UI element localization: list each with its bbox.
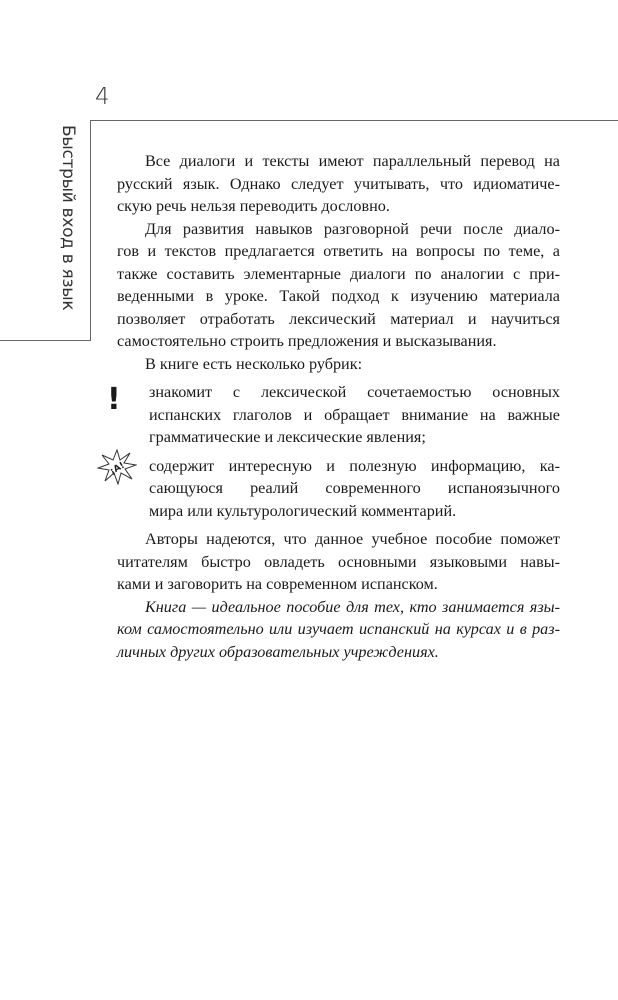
body-text xyxy=(107,150,560,663)
text-line: мира или культурологический комментарий. xyxy=(149,501,457,520)
paragraph xyxy=(117,150,560,218)
paragraphs-bottom xyxy=(117,528,560,596)
text-line: русский язык. Однако следует учитывать, что идиоматиче- xyxy=(117,174,560,193)
text-line: сающуюся реалий современного испаноязычного xyxy=(149,479,560,497)
text-line: скую речь нельзя переводить дословно. xyxy=(117,197,390,215)
frame-line-top xyxy=(90,120,618,121)
text-line: читателям быстро овладеть основными языковыми навы- xyxy=(117,552,560,571)
running-head: Быстрый вход в язык xyxy=(58,125,78,311)
text-line: веденными в уроке. Такой подход к изучению материала xyxy=(117,287,560,305)
paragraph xyxy=(149,381,560,449)
italic-paragraph xyxy=(117,596,560,664)
text-line: также составить элементарные диалоги по аналогии с при- xyxy=(117,264,560,283)
frame-line-bottom xyxy=(0,340,91,341)
paragraph xyxy=(117,528,560,596)
frame-line-left xyxy=(90,120,91,340)
text-line: личных других образовательных учреждениях. xyxy=(117,642,439,661)
exclamation-icon: ! xyxy=(107,382,121,417)
paragraph xyxy=(117,353,560,376)
text-line: знакомит с лексической сочетаемостью основных xyxy=(149,383,560,401)
text-line: позволяет отработать лексический материал и научиться xyxy=(117,309,560,328)
text-line: ком самостоятельно или изучает испанский на курсах и в раз- xyxy=(117,620,560,638)
svg-text:¡A!: ¡A! xyxy=(108,460,127,477)
starburst-icon xyxy=(97,449,137,492)
text-line: Книга — идеальное пособие для тех, кто занимается язы- xyxy=(145,597,560,616)
paragraph xyxy=(149,455,560,523)
text-line: самостоятельно строить предложения и высказывания. xyxy=(117,332,497,350)
text-line: грамматические и лексические явления; xyxy=(149,428,426,446)
text-line: ками и заговорить на современном испанском. xyxy=(117,575,438,593)
text-line: Авторы надеются, что данное учебное пособие поможет xyxy=(145,530,560,548)
text-line: содержит интересную и полезную информацию, ка- xyxy=(149,456,560,475)
text-line: Для развития навыков разговорной речи после диало- xyxy=(145,219,560,238)
text-line: Все диалоги и тексты имеют параллельный перевод на xyxy=(145,152,560,170)
paragraph xyxy=(117,218,560,353)
text-line: испанских глаголов и обращает внимание на важные xyxy=(149,405,560,424)
text-line: В книге есть несколько рубрик: xyxy=(145,354,363,373)
paragraph xyxy=(117,596,560,664)
rubric-list xyxy=(107,381,560,522)
text-line: гов и текстов предлагается ответить на вопросы по теме, а xyxy=(117,242,560,260)
paragraphs-top xyxy=(117,150,560,375)
page-number: 4 xyxy=(95,84,110,110)
rubric-item xyxy=(108,455,560,523)
rubric-item xyxy=(107,381,560,449)
